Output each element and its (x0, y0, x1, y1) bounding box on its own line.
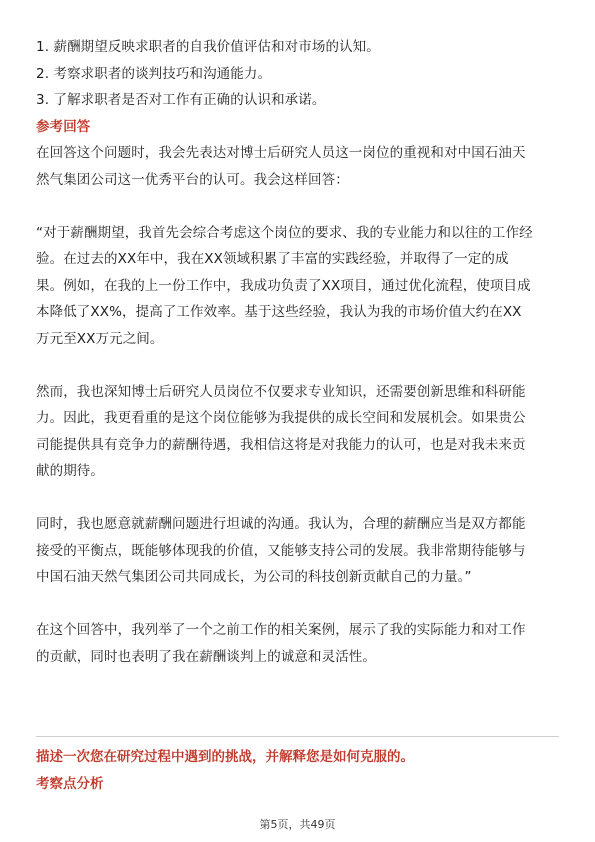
paragraph-line: 力。因此，我更看重的是这个岗位能够为我提供的成长空间和发展机会。如果贵公 (36, 410, 526, 426)
section-divider (36, 736, 559, 737)
answer-paragraph-3 (36, 511, 559, 591)
list-item: 2. 考察求职者的谈判技巧和沟通能力。 (36, 65, 272, 82)
next-question-title: 描述一次您在研究过程中遇到的挑战，并解释您是如何克服的。 (36, 749, 414, 765)
paragraph-line: 献的期待。 (36, 463, 104, 479)
analysis-heading: 考察点分析 (36, 775, 104, 792)
paragraph-gap (36, 352, 559, 379)
paragraph-line: “对于薪酬期望，我首先会综合考虑这个岗位的要求、我的专业能力和以往的工作经 (36, 224, 533, 241)
evaluation-points-list (36, 34, 559, 114)
paragraph-gap (36, 485, 559, 512)
list-item: 1. 薪酬期望反映求职者的自我价值评估和对市场的认知。 (36, 39, 380, 55)
paragraph-line: 中国石油天然气集团公司共同成长，为公司的科技创新贡献自己的力量。” (36, 569, 472, 585)
page-content (36, 34, 559, 670)
page-footer: 第5页，共49页 (259, 818, 336, 831)
paragraph-line: 本降低了XX%，提高了工作效率。基于这些经验，我认为我的市场价值大约在XX (36, 304, 522, 320)
paragraph-line: 然而，我也深知博士后研究人员岗位不仅要求专业知识，还需要创新思维和科研能 (36, 383, 526, 400)
next-question-block (36, 744, 559, 797)
paragraph-gap (36, 591, 559, 618)
paragraph-line: 同时，我也愿意就薪酬问题进行坦诚的沟通。我认为，合理的薪酬应当是双方都能 (36, 516, 526, 532)
paragraph-line: 的贡献，同时也表明了我在薪酬谈判上的诚意和灵活性。 (36, 648, 376, 665)
reference-answer-heading: 参考回答 (36, 118, 91, 135)
paragraph-line: 万元至XX万元之间。 (36, 330, 164, 347)
paragraph-line: 在这个回答中，我列举了一个之前工作的相关案例，展示了我的实际能力和对工作 (36, 622, 526, 638)
paragraph-gap (36, 193, 559, 220)
paragraph-line: 接受的平衡点，既能够体现我的价值，又能够支持公司的发展。我非常期待能够与 (36, 542, 526, 559)
answer-paragraph-2 (36, 379, 559, 485)
paragraph-line: 司能提供具有竞争力的薪酬待遇，我相信这将是对我能力的认可，也是对我未来贡 (36, 436, 526, 453)
paragraph-line: 然气集团公司这一优秀平台的认可。我会这样回答： (36, 171, 349, 188)
answer-paragraph-1 (36, 220, 559, 353)
list-item: 3. 了解求职者是否对工作有正确的认识和承诺。 (36, 92, 326, 108)
summary-paragraph (36, 617, 559, 670)
paragraph-line: 果。例如，在我的上一份工作中，我成功负责了XX项目，通过优化流程，使项目成 (36, 277, 531, 294)
intro-paragraph (36, 140, 559, 193)
paragraph-line: 在回答这个问题时，我会先表达对博士后研究人员这一岗位的重视和对中国石油天 (36, 145, 526, 161)
paragraph-line: 验。在过去的XX年中，我在XX领域积累了丰富的实践经验，并取得了一定的成 (36, 251, 509, 267)
